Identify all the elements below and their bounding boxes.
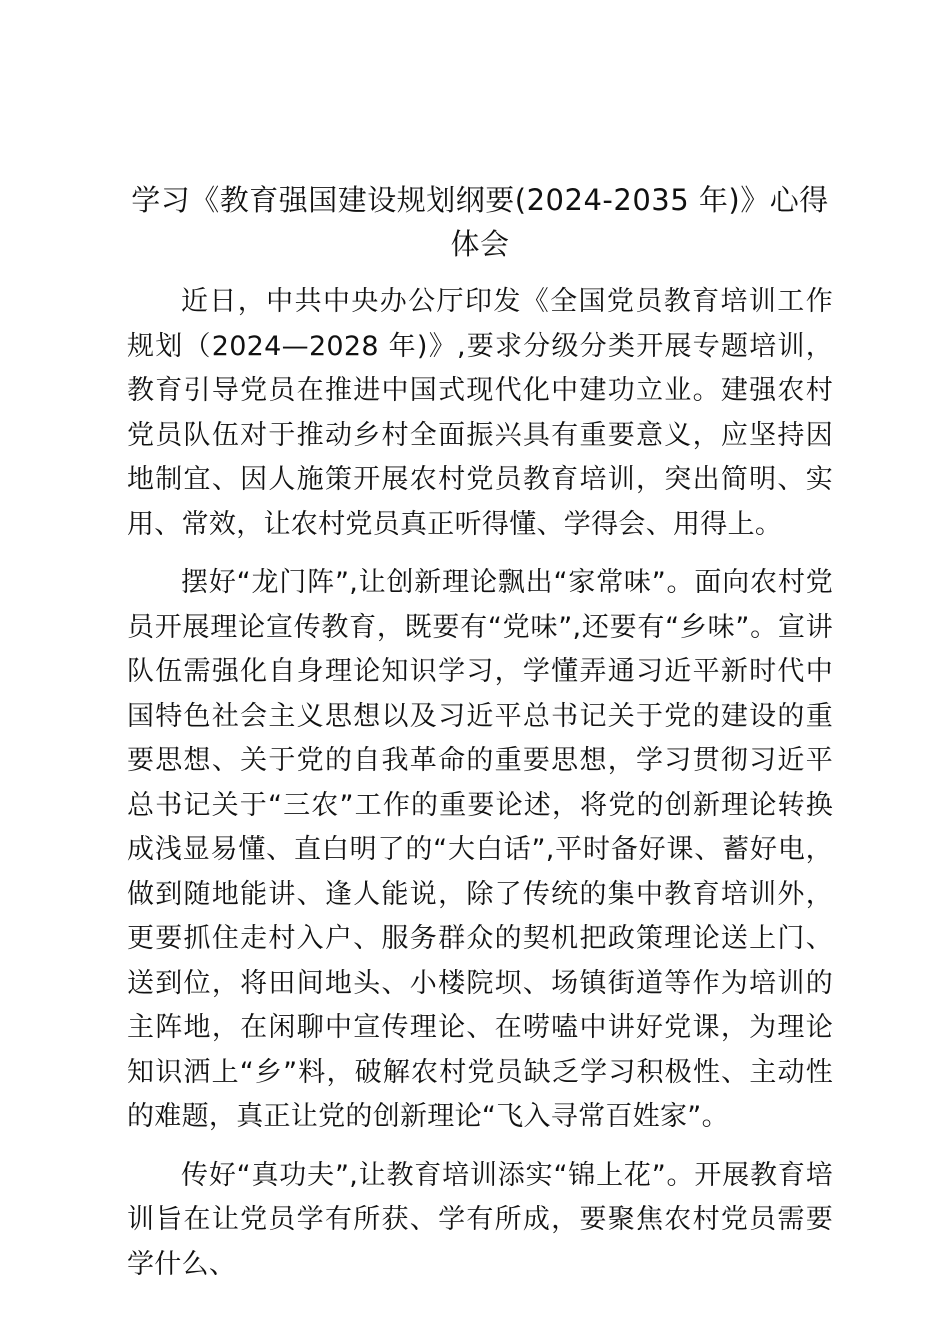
document-body xyxy=(127,280,833,1301)
paragraph-theory-propaganda: 摆好“龙门阵”,让创新理论飘出“家常味”。面向农村党员开展理论宣传教育，既要有“党味”,还要有“乡味”。宣讲队伍需强化自身理论知识学习，学懂弄通习近平新时代中国特色社会主义思想以及习近平总书记关于党的建设的重要思想、关于党的自我革命的重要思想，学习贯彻习近平总书记关于“三农”工作的重要论述，将党的创新理论转换成浅显易懂、直白明了的“大白话”,平时备好课、蓄好电，做到随地能讲、逢人能说，除了传统的集中教育培训外，更要抓住走村入户、服务群众的契机把政策理论送上门、送到位，将田间地头、小楼院坝、场镇街道等作为培训的主阵地，在闲聊中宣传理论、在唠嗑中讲好党课，为理论知识洒上“乡”料，破解农村党员缺乏学习积极性、主动性的难题，真正让党的创新理论“飞入寻常百姓家”。 xyxy=(127,567,833,1132)
paragraph-intro: 近日，中共中央办公厅印发《全国党员教育培训工作规划（2024—2028 年)》,要求分级分类开展专题培训，教育引导党员在推进中国式现代化中建功立业。建强农村党员队伍对于推动乡村全面振兴具有重要意义，应坚持因地制宜、因人施策开展农村党员教育培训，突出简明、实用、常效，让农村党员真正听得懂、学得会、用得上。 xyxy=(127,286,833,540)
paragraph-training: 传好“真功夫”,让教育培训添实“锦上花”。开展教育培训旨在让党员学有所获、学有所成，要聚焦农村党员需要学什么、 xyxy=(127,1159,833,1280)
document-title: 学习《教育强国建设规划纲要(2024-2035 年)》心得体会 xyxy=(131,183,829,261)
